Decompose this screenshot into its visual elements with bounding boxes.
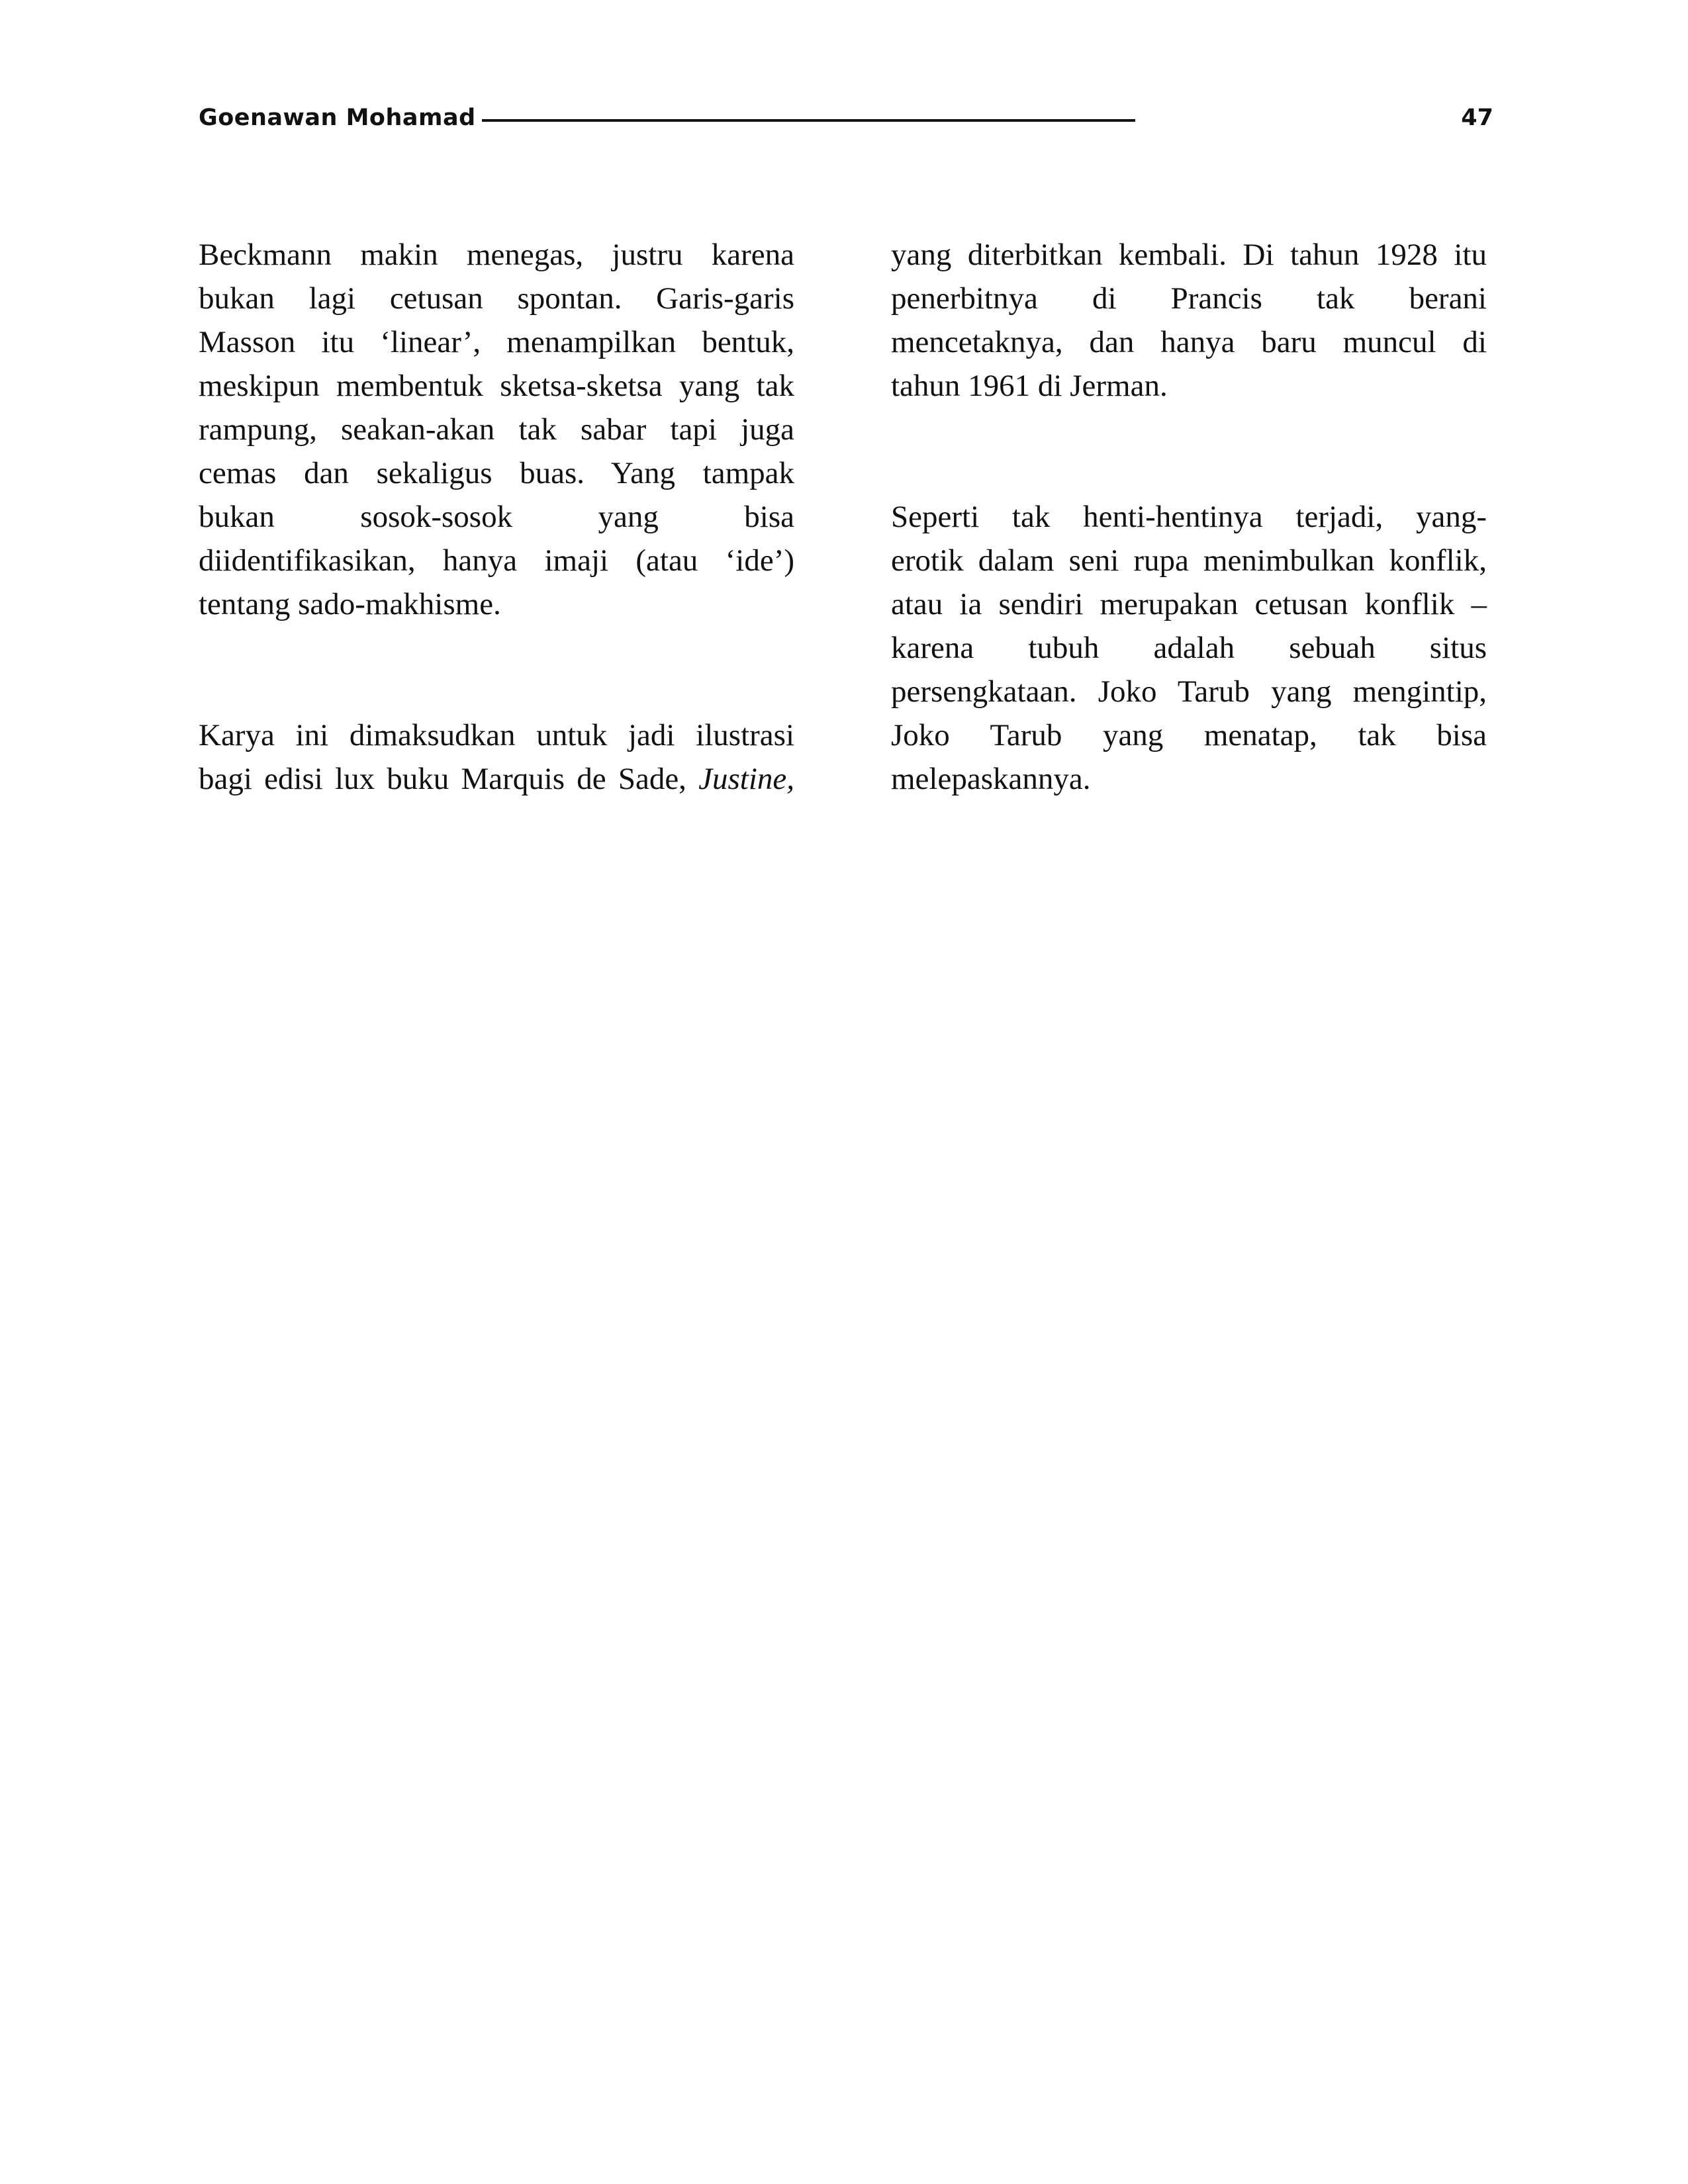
text-line: rampung, seakan-akan tak sabar tapi juga xyxy=(199,412,794,447)
text-line: cemas dan sekaligus buas. Yang tampak xyxy=(199,456,794,490)
text-line: Joko Tarub yang menatap, tak bisa xyxy=(891,718,1487,752)
paragraph-gap xyxy=(199,626,794,713)
text-line: yang diterbitkan kembali. Di tahun 1928 itu xyxy=(891,238,1487,272)
text-line: persengkataan. Joko Tarub yang mengintip, xyxy=(891,674,1487,709)
left-paragraph-2 xyxy=(199,713,794,801)
text-line: karena tubuh adalah sebuah situs xyxy=(891,631,1487,665)
text-line: atau ia sendiri merupakan cetusan konflik – xyxy=(891,587,1487,621)
text-line: bukan sosok-sosok yang bisa xyxy=(199,500,794,534)
book-title-italic: Justine, xyxy=(698,762,795,796)
text-line: bukan lagi cetusan spontan. Garis-garis xyxy=(199,281,794,316)
text-span: bagi edisi lux buku Marquis de Sade, xyxy=(199,762,686,796)
paragraph-gap xyxy=(891,408,1487,495)
text-line: erotik dalam seni rupa menimbulkan konflik, xyxy=(891,543,1487,578)
header-rule xyxy=(482,119,1135,122)
text-line: tahun 1961 di Jerman. xyxy=(891,369,1168,403)
left-column xyxy=(199,233,794,801)
text-line: diidentifikasikan, hanya imaji (atau ‘ide’) xyxy=(199,543,794,578)
page-number: 47 xyxy=(1461,105,1493,131)
text-line: Karya ini dimaksudkan untuk jadi ilustrasi xyxy=(199,718,794,752)
right-column xyxy=(891,233,1487,801)
right-paragraph-1 xyxy=(891,233,1487,408)
right-paragraph-2 xyxy=(891,495,1487,801)
text-line: Masson itu ‘linear’, menampilkan bentuk, xyxy=(199,325,794,359)
text-line: Beckmann makin menegas, justru karena xyxy=(199,238,794,272)
text-line: tentang sado-makhisme. xyxy=(199,587,501,621)
text-line: penerbitnya di Prancis tak berani xyxy=(891,281,1487,316)
text-line: mencetaknya, dan hanya baru muncul di xyxy=(891,325,1487,359)
left-paragraph-1 xyxy=(199,233,794,626)
text-line: melepaskannya. xyxy=(891,762,1091,796)
header-author: Goenawan Mohamad xyxy=(199,105,476,131)
text-line xyxy=(199,757,794,801)
text-line: Seperti tak henti-hentinya terjadi, yang- xyxy=(891,500,1487,534)
text-line: meskipun membentuk sketsa-sketsa yang tak xyxy=(199,369,794,403)
